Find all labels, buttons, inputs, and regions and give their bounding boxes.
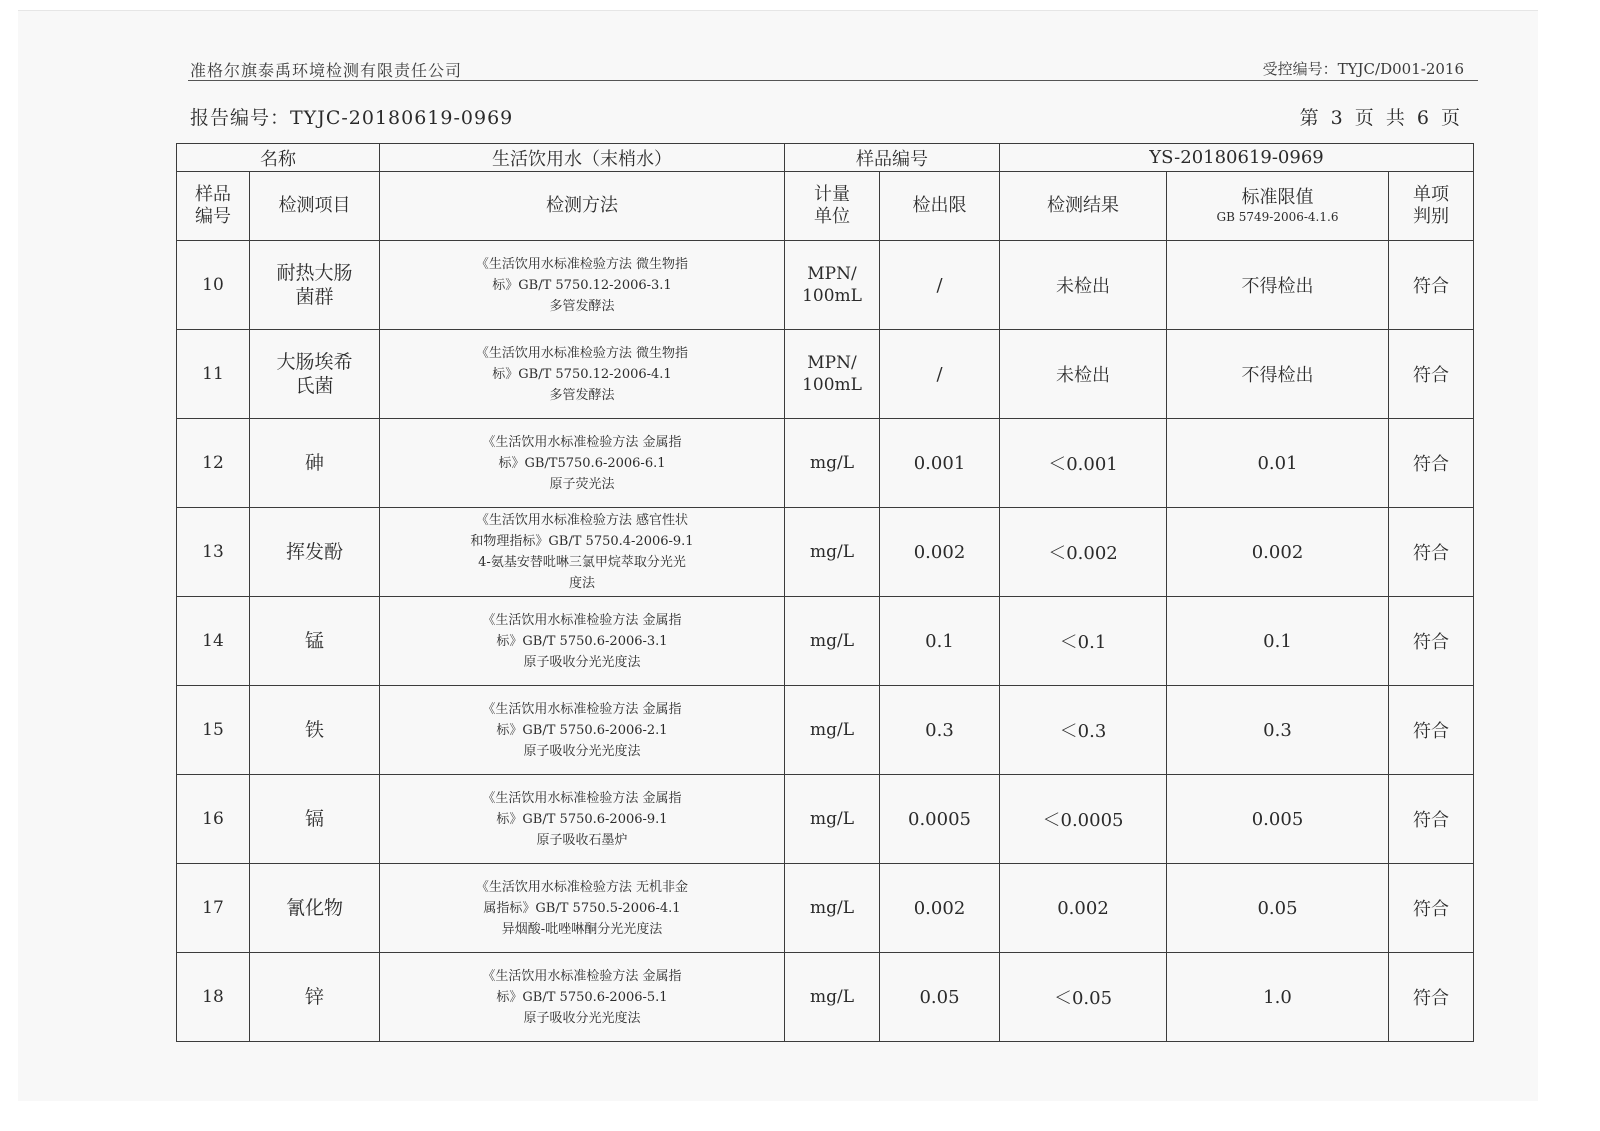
cell-limit: / (880, 330, 1000, 419)
table-row (177, 686, 1474, 775)
col-verdict-line: 判别 (1413, 206, 1450, 227)
col-sample-no-line: 编号 (195, 206, 231, 227)
cell-method (380, 597, 785, 686)
cell-verdict: 符合 (1389, 775, 1474, 864)
cell-unit-line: mg/L (809, 453, 855, 473)
cell-limit: 0.002 (880, 508, 1000, 597)
cell-item-line: 镉 (304, 808, 324, 830)
sample-value: YS-20180619-0969 (1000, 144, 1474, 172)
cell-item-line: 耐热大肠 (276, 262, 353, 284)
cell-method-line: 4-氨基安替吡啉三氯甲烷萃取分光光 (478, 555, 686, 570)
cell-result: 0.002 (1000, 864, 1167, 953)
cell-item-line: 氏菌 (295, 375, 334, 397)
col-standard (1167, 172, 1389, 241)
col-verdict-line: 单项 (1413, 184, 1450, 205)
cell-sample-no: 10 (177, 241, 250, 330)
cell-method (380, 330, 785, 419)
col-limit: 检出限 (880, 172, 1000, 241)
cell-method-line: 原子荧光法 (549, 476, 615, 492)
cell-result: ＜0.05 (1000, 953, 1167, 1042)
col-result: 检测结果 (1000, 172, 1167, 241)
cell-limit: / (880, 241, 1000, 330)
cell-method-line: 标》GB/T 5750.6-2006-3.1 (496, 633, 668, 649)
cell-limit: 0.002 (880, 864, 1000, 953)
cell-limit: 0.1 (880, 597, 1000, 686)
col-sample-no-line: 样品 (195, 184, 231, 205)
cell-method-line: 和物理指标》GB/T 5750.4-2006-9.1 (470, 534, 694, 549)
table-row (177, 330, 1474, 419)
cell-item (250, 508, 380, 597)
cell-sample-no: 18 (177, 953, 250, 1042)
cell-limit: 0.3 (880, 686, 1000, 775)
name-label: 名称 (177, 144, 380, 172)
cell-unit-line: mg/L (809, 631, 855, 651)
cell-standard: 0.005 (1167, 775, 1389, 864)
table-row (177, 864, 1474, 953)
table-row (177, 953, 1474, 1042)
cell-standard: 0.01 (1167, 419, 1389, 508)
col-unit-line: 单位 (814, 206, 850, 227)
cell-method-line: 《生活饮用水标准检验方法 金属指 (482, 612, 682, 628)
cell-unit (785, 597, 880, 686)
cell-method-line: 《生活饮用水标准检验方法 金属指 (482, 701, 682, 717)
cell-unit-line: mg/L (809, 809, 855, 829)
cell-method-line: 度法 (568, 576, 595, 591)
cell-sample-no: 16 (177, 775, 250, 864)
cell-verdict: 符合 (1389, 330, 1474, 419)
cell-method-line: 《生活饮用水标准检验方法 无机非金 (475, 879, 689, 895)
cell-sample-no: 17 (177, 864, 250, 953)
cell-unit-line: mg/L (809, 898, 855, 918)
cell-item-line: 铁 (304, 719, 324, 741)
cell-unit-line: MPN/ (807, 264, 857, 284)
cell-method (380, 686, 785, 775)
cell-unit-line: 100mL (802, 286, 862, 306)
cell-verdict: 符合 (1389, 953, 1474, 1042)
cell-verdict: 符合 (1389, 419, 1474, 508)
cell-standard: 0.1 (1167, 597, 1389, 686)
cell-method-line: 原子吸收石墨炉 (536, 832, 628, 848)
cell-item-line: 大肠埃希 (276, 351, 353, 373)
cell-standard: 不得检出 (1167, 330, 1389, 419)
cell-method-line: 原子吸收分光光度法 (523, 1010, 641, 1026)
cell-method-line: 《生活饮用水标准检验方法 金属指 (482, 434, 682, 450)
col-method: 检测方法 (380, 172, 785, 241)
cell-method-line: 《生活饮用水标准检验方法 感官性状 (475, 513, 689, 528)
cell-result: ＜0.001 (1000, 419, 1167, 508)
cell-item (250, 864, 380, 953)
cell-item (250, 241, 380, 330)
cell-standard: 0.3 (1167, 686, 1389, 775)
cell-unit-line: mg/L (809, 720, 855, 740)
cell-unit-line: MPN/ (807, 353, 857, 373)
cell-method-line: 《生活饮用水标准检验方法 金属指 (482, 790, 682, 806)
cell-limit: 0.001 (880, 419, 1000, 508)
cell-item-line: 氰化物 (285, 897, 343, 919)
report-number: 报告编号：TYJC-20180619-0969 (190, 107, 514, 129)
cell-method-line: 多管发酵法 (549, 298, 615, 314)
cell-method-line: 《生活饮用水标准检验方法 微生物指 (475, 345, 689, 361)
table-title-row (177, 144, 1474, 172)
cell-sample-no: 14 (177, 597, 250, 686)
cell-verdict: 符合 (1389, 597, 1474, 686)
cell-unit (785, 864, 880, 953)
cell-method-line: 标》GB/T5750.6-2006-6.1 (498, 455, 666, 471)
cell-method (380, 419, 785, 508)
cell-standard: 0.05 (1167, 864, 1389, 953)
cell-verdict: 符合 (1389, 241, 1474, 330)
cell-result: 未检出 (1000, 241, 1167, 330)
cell-method-line: 《生活饮用水标准检验方法 金属指 (482, 968, 682, 984)
cell-method (380, 775, 785, 864)
cell-method (380, 864, 785, 953)
cell-unit (785, 419, 880, 508)
cell-unit-line: mg/L (809, 987, 855, 1007)
cell-item-line: 挥发酚 (285, 541, 343, 563)
cell-unit (785, 330, 880, 419)
sample-label: 样品编号 (785, 144, 1000, 172)
cell-item-line: 锌 (304, 986, 324, 1008)
cell-result: ＜0.002 (1000, 508, 1167, 597)
col-standard-label: 标准限值 (1241, 187, 1314, 208)
table-row (177, 419, 1474, 508)
cell-method-line: 原子吸收分光光度法 (523, 654, 641, 670)
cell-sample-no: 11 (177, 330, 250, 419)
name-value: 生活饮用水（末梢水） (380, 144, 785, 172)
cell-unit-line: mg/L (809, 542, 855, 562)
cell-item (250, 597, 380, 686)
cell-item-line: 菌群 (295, 286, 334, 308)
table-row (177, 775, 1474, 864)
table-row (177, 241, 1474, 330)
cell-sample-no: 13 (177, 508, 250, 597)
table-row (177, 597, 1474, 686)
cell-standard: 0.002 (1167, 508, 1389, 597)
cell-method-line: 标》GB/T 5750.6-2006-5.1 (496, 989, 668, 1005)
cell-item (250, 330, 380, 419)
cell-item (250, 419, 380, 508)
cell-method-line: 《生活饮用水标准检验方法 微生物指 (475, 256, 689, 272)
company-name: 准格尔旗泰禹环境检测有限责任公司 (190, 61, 463, 80)
cell-method-line: 属指标》GB/T 5750.5-2006-4.1 (483, 900, 681, 916)
cell-sample-no: 12 (177, 419, 250, 508)
cell-method-line: 异烟酸-吡唑啉酮分光光度法 (501, 921, 663, 937)
cell-limit: 0.05 (880, 953, 1000, 1042)
cell-unit (785, 686, 880, 775)
cell-unit-line: 100mL (802, 375, 862, 395)
cell-sample-no: 15 (177, 686, 250, 775)
cell-item (250, 953, 380, 1042)
col-verdict (1389, 172, 1474, 241)
cell-item (250, 775, 380, 864)
cell-item (250, 686, 380, 775)
cell-method (380, 508, 785, 597)
cell-unit (785, 775, 880, 864)
col-unit (785, 172, 880, 241)
col-item: 检测项目 (250, 172, 380, 241)
table-header-row (177, 172, 1474, 241)
control-number: 受控编号：TYJC/D001-2016 (1262, 60, 1464, 78)
col-unit-line: 计量 (814, 184, 850, 205)
cell-unit (785, 508, 880, 597)
cell-method-line: 原子吸收分光光度法 (523, 743, 641, 759)
test-results-table (176, 143, 1474, 1042)
cell-method (380, 953, 785, 1042)
cell-method-line: 标》GB/T 5750.12-2006-3.1 (492, 277, 672, 293)
cell-item-line: 锰 (304, 630, 324, 652)
cell-method (380, 241, 785, 330)
header-divider (188, 80, 1478, 81)
cell-verdict: 符合 (1389, 864, 1474, 953)
cell-unit (785, 241, 880, 330)
cell-result: ＜0.3 (1000, 686, 1167, 775)
table-row (177, 508, 1474, 597)
col-sample-no (177, 172, 250, 241)
cell-method-line: 标》GB/T 5750.6-2006-9.1 (496, 811, 668, 827)
cell-method-line: 多管发酵法 (549, 387, 615, 403)
cell-result: ＜0.0005 (1000, 775, 1167, 864)
cell-verdict: 符合 (1389, 686, 1474, 775)
cell-result: ＜0.1 (1000, 597, 1167, 686)
cell-limit: 0.0005 (880, 775, 1000, 864)
col-standard-ref: GB 5749-2006-4.1.6 (1216, 210, 1339, 224)
cell-method-line: 标》GB/T 5750.12-2006-4.1 (492, 366, 672, 382)
cell-unit (785, 953, 880, 1042)
cell-method-line: 标》GB/T 5750.6-2006-2.1 (496, 722, 668, 738)
cell-standard: 1.0 (1167, 953, 1389, 1042)
page-number: 第 3 页 共 6 页 (1299, 107, 1460, 129)
cell-standard: 不得检出 (1167, 241, 1389, 330)
cell-verdict: 符合 (1389, 508, 1474, 597)
cell-result: 未检出 (1000, 330, 1167, 419)
cell-item-line: 砷 (304, 452, 324, 474)
